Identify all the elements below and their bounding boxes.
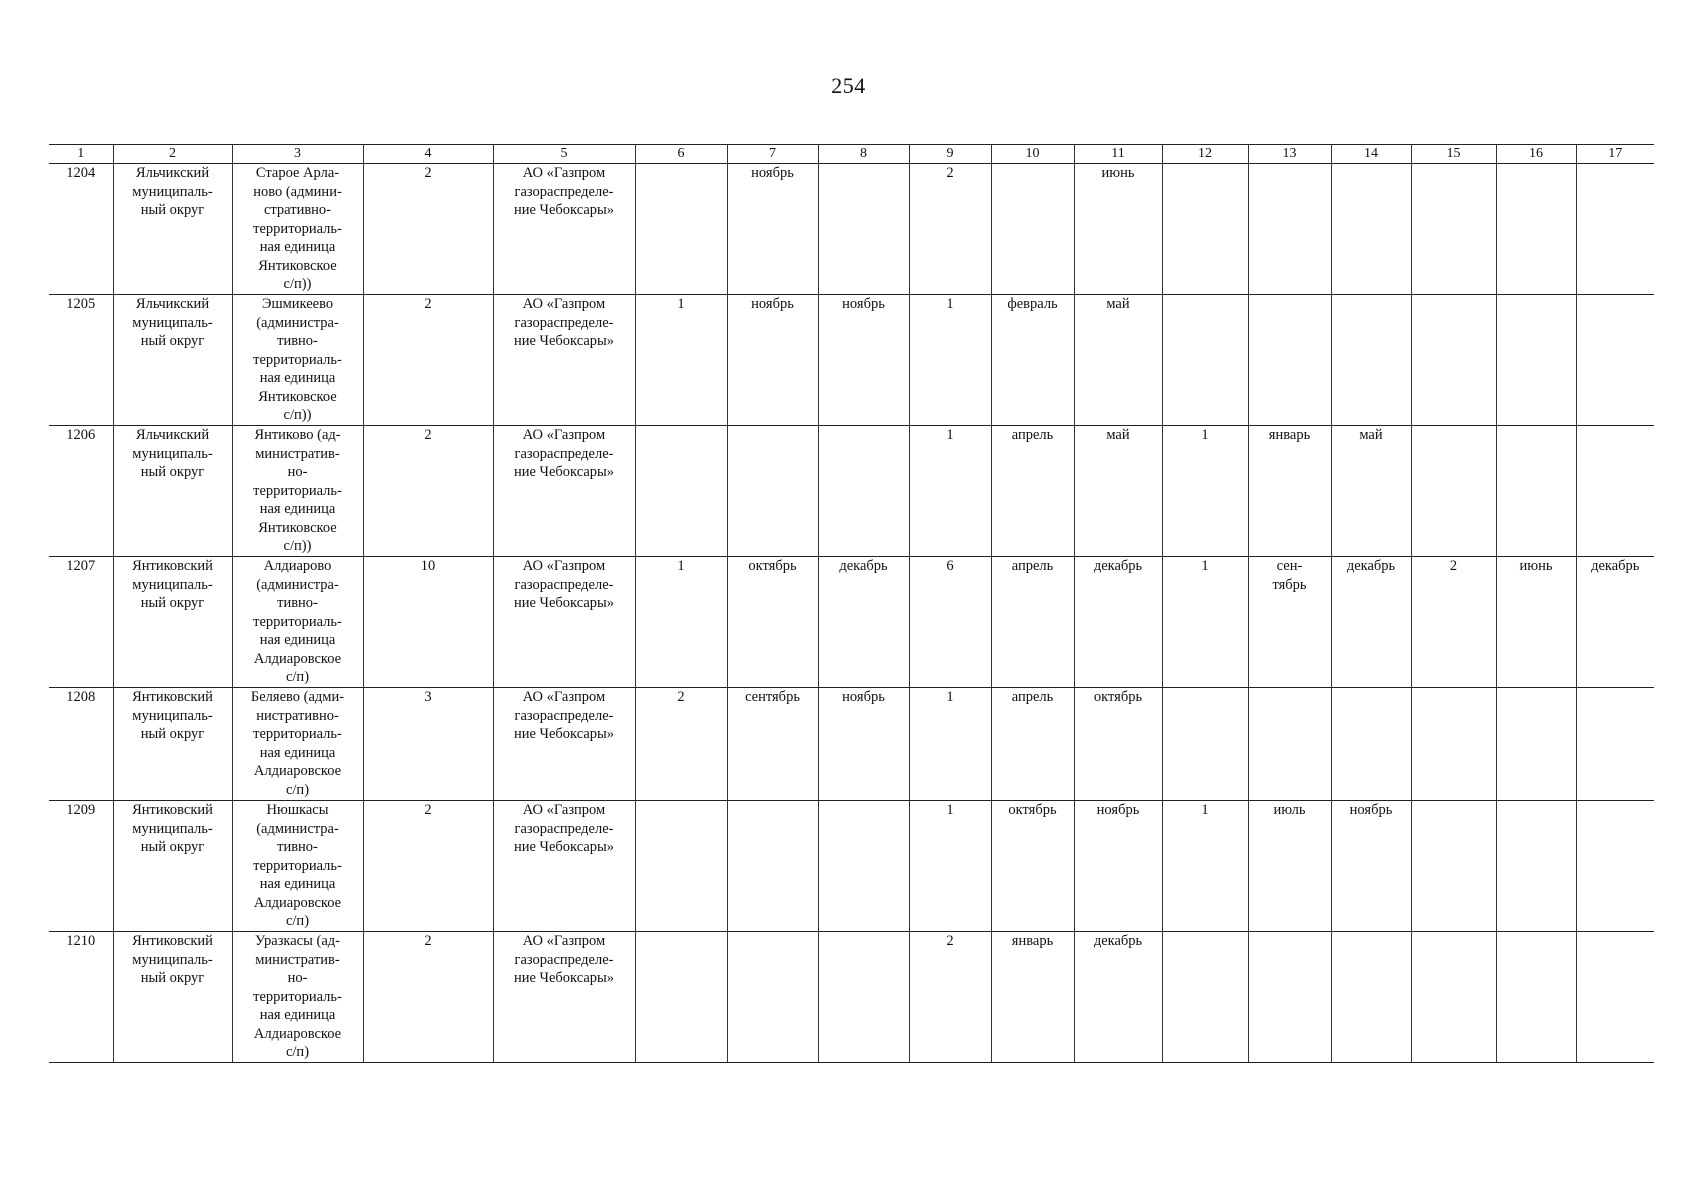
table-row bbox=[49, 801, 1654, 932]
column-header-6: 6 bbox=[635, 145, 727, 164]
table-cell-col-5: АО «Газпром газораспределе- ние Чебоксары» bbox=[493, 801, 635, 932]
column-header-11: 11 bbox=[1074, 145, 1162, 164]
table-cell-col-12 bbox=[1162, 688, 1248, 801]
table-cell-col-11: декабрь bbox=[1074, 557, 1162, 688]
table-cell-col-9: 1 bbox=[909, 688, 991, 801]
table-cell-col-4: 2 bbox=[363, 932, 493, 1063]
table-cell-col-3: Янтиково (ад- министратив- но- территориаль- ная единица Янтиковское с/п)) bbox=[232, 426, 363, 557]
table-cell-col-6: 1 bbox=[635, 557, 727, 688]
table-cell-col-10: апрель bbox=[991, 557, 1074, 688]
table-cell-col-8 bbox=[818, 932, 909, 1063]
table-cell-col-13 bbox=[1248, 688, 1331, 801]
column-header-9: 9 bbox=[909, 145, 991, 164]
table-cell-col-14: ноябрь bbox=[1331, 801, 1411, 932]
table-cell-col-17 bbox=[1576, 688, 1654, 801]
table-cell-col-13: январь bbox=[1248, 426, 1331, 557]
table-cell-col-12: 1 bbox=[1162, 426, 1248, 557]
column-header-15: 15 bbox=[1411, 145, 1496, 164]
table-cell-col-7: октябрь bbox=[727, 557, 818, 688]
table-cell-col-5: АО «Газпром газораспределе- ние Чебоксары» bbox=[493, 557, 635, 688]
table-cell-col-13 bbox=[1248, 932, 1331, 1063]
table-cell-col-11: октябрь bbox=[1074, 688, 1162, 801]
table-row bbox=[49, 164, 1654, 295]
table-cell-col-13 bbox=[1248, 295, 1331, 426]
table-cell-col-11: май bbox=[1074, 295, 1162, 426]
table-cell-col-16 bbox=[1496, 295, 1576, 426]
column-header-17: 17 bbox=[1576, 145, 1654, 164]
table-cell-col-15 bbox=[1411, 295, 1496, 426]
table-cell-col-9: 1 bbox=[909, 801, 991, 932]
table-cell-col-8: декабрь bbox=[818, 557, 909, 688]
table-cell-col-2: Яльчикский муниципаль- ный округ bbox=[113, 426, 232, 557]
table-body bbox=[49, 164, 1654, 1063]
table-cell-col-11: июнь bbox=[1074, 164, 1162, 295]
table-cell-col-1: 1209 bbox=[49, 801, 113, 932]
table-cell-col-2: Янтиковский муниципаль- ный округ bbox=[113, 688, 232, 801]
table-cell-col-4: 2 bbox=[363, 164, 493, 295]
column-header-5: 5 bbox=[493, 145, 635, 164]
table-cell-col-6: 2 bbox=[635, 688, 727, 801]
table-cell-col-7 bbox=[727, 932, 818, 1063]
table-cell-col-17 bbox=[1576, 164, 1654, 295]
table-cell-col-16 bbox=[1496, 801, 1576, 932]
table-cell-col-17: декабрь bbox=[1576, 557, 1654, 688]
table-cell-col-6 bbox=[635, 932, 727, 1063]
table-cell-col-15: 2 bbox=[1411, 557, 1496, 688]
column-header-1: 1 bbox=[49, 145, 113, 164]
table-cell-col-9: 2 bbox=[909, 932, 991, 1063]
table-cell-col-11: ноябрь bbox=[1074, 801, 1162, 932]
column-header-2: 2 bbox=[113, 145, 232, 164]
table-cell-col-14 bbox=[1331, 164, 1411, 295]
table-cell-col-12 bbox=[1162, 932, 1248, 1063]
table-cell-col-8: ноябрь bbox=[818, 295, 909, 426]
table-cell-col-10: февраль bbox=[991, 295, 1074, 426]
table-cell-col-2: Яльчикский муниципаль- ный округ bbox=[113, 164, 232, 295]
table-cell-col-15 bbox=[1411, 164, 1496, 295]
table-cell-col-12: 1 bbox=[1162, 557, 1248, 688]
table-cell-col-3: Старое Арла- ново (админи- стративно- территориаль- ная единица Янтиковское с/п)) bbox=[232, 164, 363, 295]
table-cell-col-8 bbox=[818, 426, 909, 557]
table-cell-col-9: 1 bbox=[909, 295, 991, 426]
column-header-12: 12 bbox=[1162, 145, 1248, 164]
table-cell-col-16 bbox=[1496, 688, 1576, 801]
table-cell-col-7: ноябрь bbox=[727, 295, 818, 426]
table-cell-col-10: январь bbox=[991, 932, 1074, 1063]
table-cell-col-17 bbox=[1576, 426, 1654, 557]
header-row bbox=[49, 145, 1654, 164]
table-cell-col-15 bbox=[1411, 932, 1496, 1063]
table-cell-col-4: 2 bbox=[363, 426, 493, 557]
table-cell-col-9: 6 bbox=[909, 557, 991, 688]
table-cell-col-15 bbox=[1411, 801, 1496, 932]
table-cell-col-16 bbox=[1496, 932, 1576, 1063]
table-cell-col-7 bbox=[727, 801, 818, 932]
table-cell-col-2: Янтиковский муниципаль- ный округ bbox=[113, 801, 232, 932]
table-cell-col-7: ноябрь bbox=[727, 164, 818, 295]
table-cell-col-13: сен- тябрь bbox=[1248, 557, 1331, 688]
table-cell-col-10: октябрь bbox=[991, 801, 1074, 932]
table-cell-col-6 bbox=[635, 164, 727, 295]
table-row bbox=[49, 932, 1654, 1063]
column-header-7: 7 bbox=[727, 145, 818, 164]
table-cell-col-3: Нюшкасы (администра- тивно- территориаль- ная единица Алдиаровское с/п) bbox=[232, 801, 363, 932]
table-cell-col-9: 2 bbox=[909, 164, 991, 295]
table-cell-col-11: декабрь bbox=[1074, 932, 1162, 1063]
table-cell-col-2: Яльчикский муниципаль- ный округ bbox=[113, 295, 232, 426]
table-cell-col-1: 1206 bbox=[49, 426, 113, 557]
table-cell-col-1: 1207 bbox=[49, 557, 113, 688]
column-header-8: 8 bbox=[818, 145, 909, 164]
table-cell-col-10: апрель bbox=[991, 688, 1074, 801]
column-header-14: 14 bbox=[1331, 145, 1411, 164]
table-cell-col-15 bbox=[1411, 426, 1496, 557]
table-cell-col-12 bbox=[1162, 295, 1248, 426]
table-cell-col-1: 1205 bbox=[49, 295, 113, 426]
table-cell-col-10: апрель bbox=[991, 426, 1074, 557]
page-number: 254 bbox=[831, 73, 866, 98]
table-row bbox=[49, 295, 1654, 426]
table-cell-col-13 bbox=[1248, 164, 1331, 295]
table-cell-col-3: Беляево (адми- нистративно- территориаль- ная единица Алдиаровское с/п) bbox=[232, 688, 363, 801]
table-cell-col-1: 1208 bbox=[49, 688, 113, 801]
table-cell-col-13: июль bbox=[1248, 801, 1331, 932]
table-cell-col-14: май bbox=[1331, 426, 1411, 557]
table-cell-col-16 bbox=[1496, 426, 1576, 557]
table-cell-col-7 bbox=[727, 426, 818, 557]
table-cell-col-5: АО «Газпром газораспределе- ние Чебоксары» bbox=[493, 295, 635, 426]
column-header-10: 10 bbox=[991, 145, 1074, 164]
table-row bbox=[49, 688, 1654, 801]
table-cell-col-5: АО «Газпром газораспределе- ние Чебоксары» bbox=[493, 164, 635, 295]
table-cell-col-10 bbox=[991, 164, 1074, 295]
table-cell-col-5: АО «Газпром газораспределе- ние Чебоксары» bbox=[493, 932, 635, 1063]
table-cell-col-2: Янтиковский муниципаль- ный округ bbox=[113, 557, 232, 688]
table-cell-col-17 bbox=[1576, 801, 1654, 932]
table-cell-col-7: сентябрь bbox=[727, 688, 818, 801]
table-cell-col-16: июнь bbox=[1496, 557, 1576, 688]
table-cell-col-3: Уразкасы (ад- министратив- но- территориаль- ная единица Алдиаровское с/п) bbox=[232, 932, 363, 1063]
column-header-3: 3 bbox=[232, 145, 363, 164]
data-table bbox=[49, 144, 1654, 1063]
table-cell-col-5: АО «Газпром газораспределе- ние Чебоксары» bbox=[493, 688, 635, 801]
table-cell-col-6 bbox=[635, 426, 727, 557]
table-cell-col-14 bbox=[1331, 932, 1411, 1063]
table-cell-col-12 bbox=[1162, 164, 1248, 295]
table-cell-col-4: 10 bbox=[363, 557, 493, 688]
table-cell-col-6: 1 bbox=[635, 295, 727, 426]
column-header-16: 16 bbox=[1496, 145, 1576, 164]
table-cell-col-6 bbox=[635, 801, 727, 932]
table-cell-col-17 bbox=[1576, 295, 1654, 426]
table-header bbox=[49, 145, 1654, 164]
table-cell-col-4: 3 bbox=[363, 688, 493, 801]
column-header-13: 13 bbox=[1248, 145, 1331, 164]
table-cell-col-4: 2 bbox=[363, 801, 493, 932]
table-row bbox=[49, 426, 1654, 557]
table-cell-col-1: 1204 bbox=[49, 164, 113, 295]
table-cell-col-8 bbox=[818, 164, 909, 295]
table-cell-col-9: 1 bbox=[909, 426, 991, 557]
table-cell-col-16 bbox=[1496, 164, 1576, 295]
column-header-4: 4 bbox=[363, 145, 493, 164]
table-cell-col-2: Янтиковский муниципаль- ный округ bbox=[113, 932, 232, 1063]
table-cell-col-11: май bbox=[1074, 426, 1162, 557]
table-cell-col-8: ноябрь bbox=[818, 688, 909, 801]
table-cell-col-3: Алдиарово (администра- тивно- территориаль- ная единица Алдиаровское с/п) bbox=[232, 557, 363, 688]
table-cell-col-12: 1 bbox=[1162, 801, 1248, 932]
table-cell-col-14: декабрь bbox=[1331, 557, 1411, 688]
table-cell-col-8 bbox=[818, 801, 909, 932]
table-cell-col-4: 2 bbox=[363, 295, 493, 426]
table-row bbox=[49, 557, 1654, 688]
table-cell-col-1: 1210 bbox=[49, 932, 113, 1063]
table-cell-col-14 bbox=[1331, 295, 1411, 426]
table-cell-col-17 bbox=[1576, 932, 1654, 1063]
table-cell-col-5: АО «Газпром газораспределе- ние Чебоксары» bbox=[493, 426, 635, 557]
table-cell-col-14 bbox=[1331, 688, 1411, 801]
table-cell-col-15 bbox=[1411, 688, 1496, 801]
table-cell-col-3: Эшмикеево (администра- тивно- территориаль- ная единица Янтиковское с/п)) bbox=[232, 295, 363, 426]
